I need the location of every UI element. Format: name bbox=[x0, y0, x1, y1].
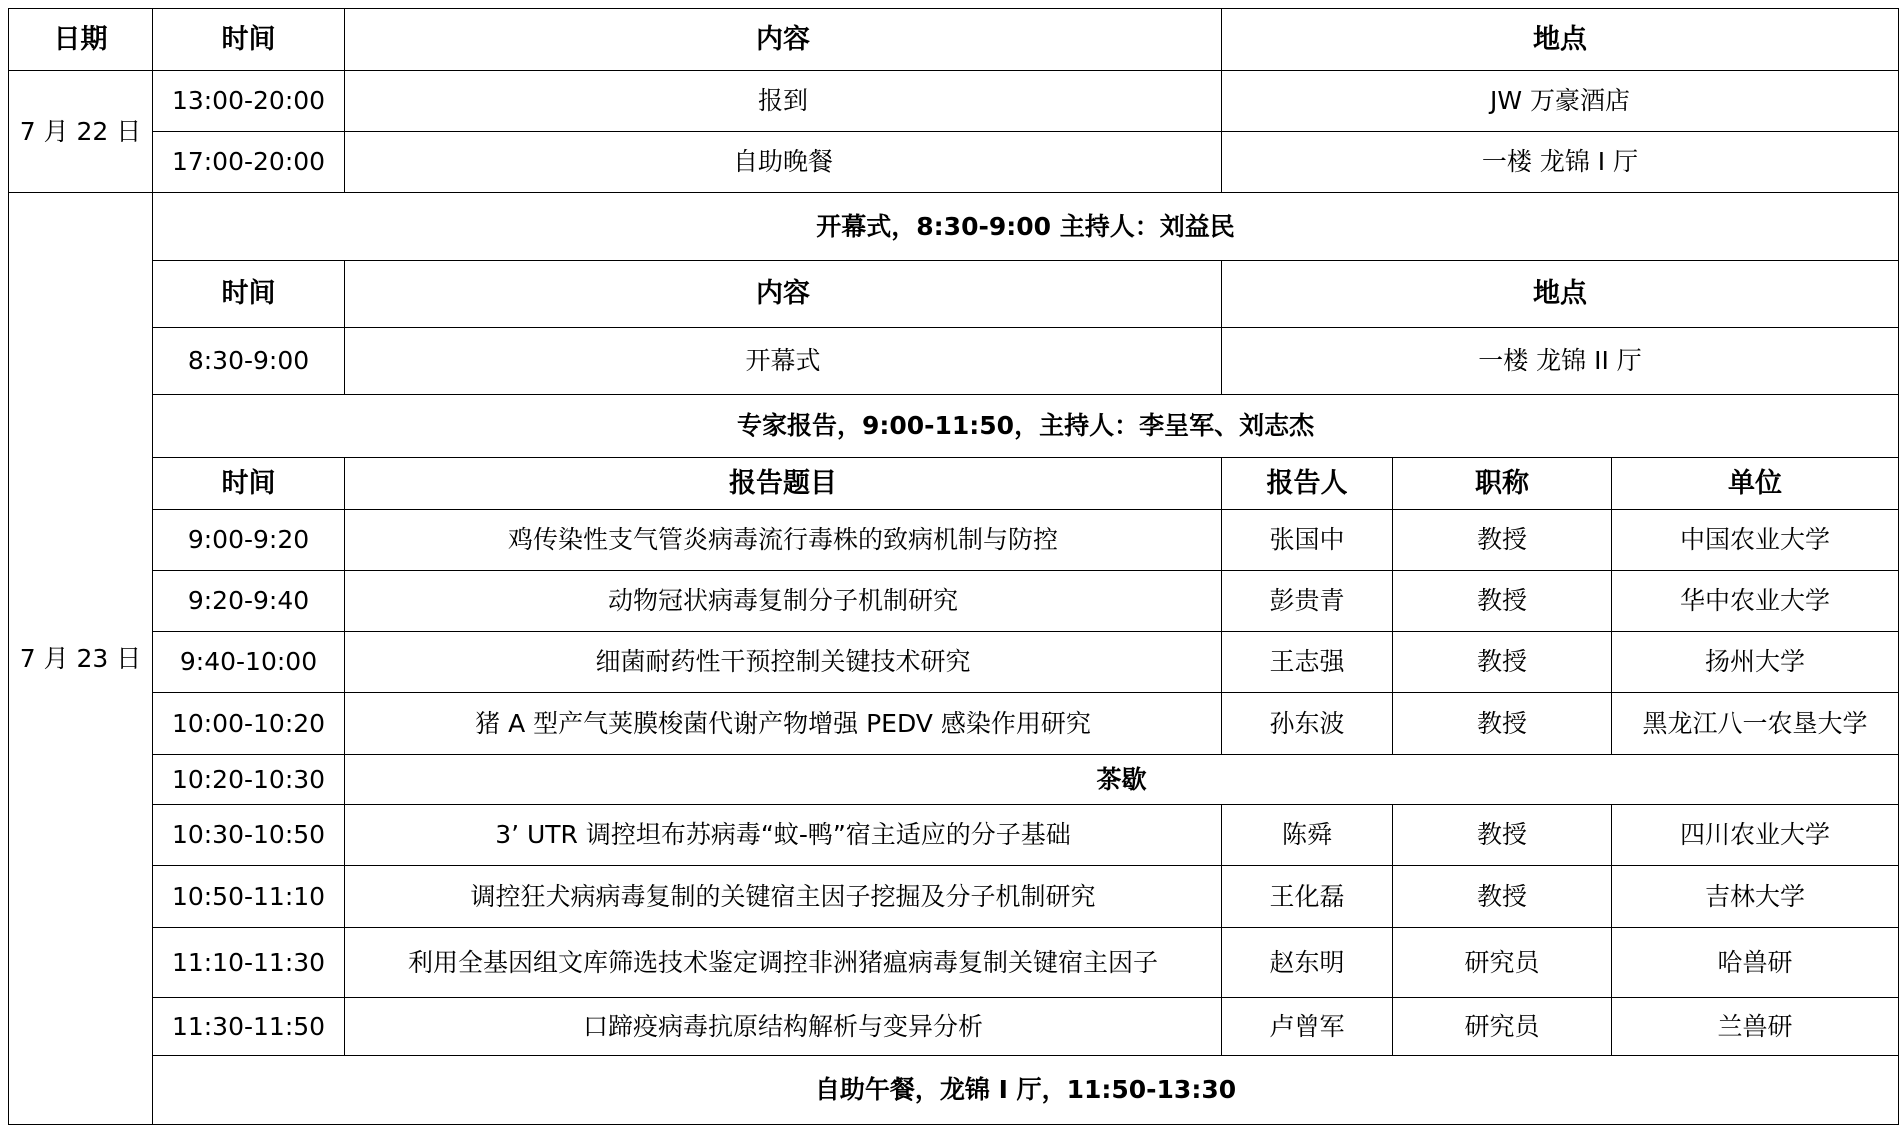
report-header-time: 时间 bbox=[153, 458, 345, 510]
day2-date: 7 月 23 日 bbox=[9, 193, 153, 1125]
report-unit: 扬州大学 bbox=[1612, 632, 1899, 693]
report-rank: 研究员 bbox=[1393, 998, 1612, 1056]
report-rank: 教授 bbox=[1393, 805, 1612, 866]
main-header-row bbox=[9, 9, 1899, 71]
report-header-rank: 职称 bbox=[1393, 458, 1612, 510]
report-time: 9:40-10:00 bbox=[153, 632, 345, 693]
report-time: 11:10-11:30 bbox=[153, 928, 345, 998]
table-row bbox=[9, 998, 1899, 1056]
report-speaker: 陈舜 bbox=[1222, 805, 1393, 866]
expert-banner: 专家报告，9:00-11:50，主持人：李呈军、刘志杰 bbox=[153, 395, 1899, 458]
report-rank: 教授 bbox=[1393, 510, 1612, 571]
opening-banner-row bbox=[9, 193, 1899, 261]
expert-banner-row bbox=[9, 395, 1899, 458]
report-title: 鸡传染性支气管炎病毒流行毒株的致病机制与防控 bbox=[345, 510, 1222, 571]
report-speaker: 孙东波 bbox=[1222, 693, 1393, 755]
header-venue: 地点 bbox=[1222, 9, 1899, 71]
day1-row bbox=[9, 71, 1899, 132]
day1-time: 13:00-20:00 bbox=[153, 71, 345, 132]
header-content: 内容 bbox=[345, 9, 1222, 71]
report-title: 调控狂犬病病毒复制的关键宿主因子挖掘及分子机制研究 bbox=[345, 866, 1222, 928]
table-row bbox=[9, 571, 1899, 632]
report-speaker: 彭贵青 bbox=[1222, 571, 1393, 632]
opening-header-row bbox=[9, 261, 1899, 328]
day1-venue: 一楼 龙锦 I 厅 bbox=[1222, 132, 1899, 193]
report-title: 3’ UTR 调控坦布苏病毒“蚊-鸭”宿主适应的分子基础 bbox=[345, 805, 1222, 866]
opening-venue: 一楼 龙锦 II 厅 bbox=[1222, 328, 1899, 395]
report-speaker: 张国中 bbox=[1222, 510, 1393, 571]
report-time: 10:30-10:50 bbox=[153, 805, 345, 866]
report-unit: 华中农业大学 bbox=[1612, 571, 1899, 632]
report-header-unit: 单位 bbox=[1612, 458, 1899, 510]
day1-content: 自助晚餐 bbox=[345, 132, 1222, 193]
opening-header-time: 时间 bbox=[153, 261, 345, 328]
table-row bbox=[9, 866, 1899, 928]
day1-content: 报到 bbox=[345, 71, 1222, 132]
report-title: 利用全基因组文库筛选技术鉴定调控非洲猪瘟病毒复制关键宿主因子 bbox=[345, 928, 1222, 998]
report-unit: 吉林大学 bbox=[1612, 866, 1899, 928]
table-row bbox=[9, 510, 1899, 571]
report-unit: 哈兽研 bbox=[1612, 928, 1899, 998]
report-speaker: 王化磊 bbox=[1222, 866, 1393, 928]
lunch-banner: 自助午餐，龙锦 I 厅，11:50-13:30 bbox=[153, 1056, 1899, 1125]
report-title: 口蹄疫病毒抗原结构解析与变异分析 bbox=[345, 998, 1222, 1056]
report-time: 9:20-9:40 bbox=[153, 571, 345, 632]
table-row bbox=[9, 928, 1899, 998]
opening-banner: 开幕式，8:30-9:00 主持人：刘益民 bbox=[153, 193, 1899, 261]
report-title: 细菌耐药性干预控制关键技术研究 bbox=[345, 632, 1222, 693]
report-rank: 教授 bbox=[1393, 571, 1612, 632]
schedule-table bbox=[8, 8, 1899, 1125]
report-rank: 教授 bbox=[1393, 693, 1612, 755]
day1-time: 17:00-20:00 bbox=[153, 132, 345, 193]
lunch-banner-row bbox=[9, 1056, 1899, 1125]
report-title: 猪 A 型产气荚膜梭菌代谢产物增强 PEDV 感染作用研究 bbox=[345, 693, 1222, 755]
report-title: 动物冠状病毒复制分子机制研究 bbox=[345, 571, 1222, 632]
report-speaker: 卢曾军 bbox=[1222, 998, 1393, 1056]
report-header-title: 报告题目 bbox=[345, 458, 1222, 510]
day1-date: 7 月 22 日 bbox=[9, 71, 153, 193]
report-time: 10:00-10:20 bbox=[153, 693, 345, 755]
day1-venue: JW 万豪酒店 bbox=[1222, 71, 1899, 132]
header-time: 时间 bbox=[153, 9, 345, 71]
report-header-row bbox=[9, 458, 1899, 510]
opening-header-content: 内容 bbox=[345, 261, 1222, 328]
report-time: 9:00-9:20 bbox=[153, 510, 345, 571]
report-speaker: 赵东明 bbox=[1222, 928, 1393, 998]
report-time: 11:30-11:50 bbox=[153, 998, 345, 1056]
table-row bbox=[9, 805, 1899, 866]
opening-content: 开幕式 bbox=[345, 328, 1222, 395]
report-unit: 中国农业大学 bbox=[1612, 510, 1899, 571]
opening-row bbox=[9, 328, 1899, 395]
opening-time: 8:30-9:00 bbox=[153, 328, 345, 395]
header-date: 日期 bbox=[9, 9, 153, 71]
tea-break-time: 10:20-10:30 bbox=[153, 755, 345, 805]
opening-header-venue: 地点 bbox=[1222, 261, 1899, 328]
report-unit: 黑龙江八一农垦大学 bbox=[1612, 693, 1899, 755]
table-row bbox=[9, 632, 1899, 693]
table-row bbox=[9, 693, 1899, 755]
report-unit: 兰兽研 bbox=[1612, 998, 1899, 1056]
day1-row bbox=[9, 132, 1899, 193]
report-rank: 教授 bbox=[1393, 866, 1612, 928]
report-time: 10:50-11:10 bbox=[153, 866, 345, 928]
report-speaker: 王志强 bbox=[1222, 632, 1393, 693]
report-rank: 研究员 bbox=[1393, 928, 1612, 998]
tea-break-label: 茶歇 bbox=[345, 755, 1899, 805]
report-rank: 教授 bbox=[1393, 632, 1612, 693]
tea-break-row bbox=[9, 755, 1899, 805]
report-header-speaker: 报告人 bbox=[1222, 458, 1393, 510]
report-unit: 四川农业大学 bbox=[1612, 805, 1899, 866]
